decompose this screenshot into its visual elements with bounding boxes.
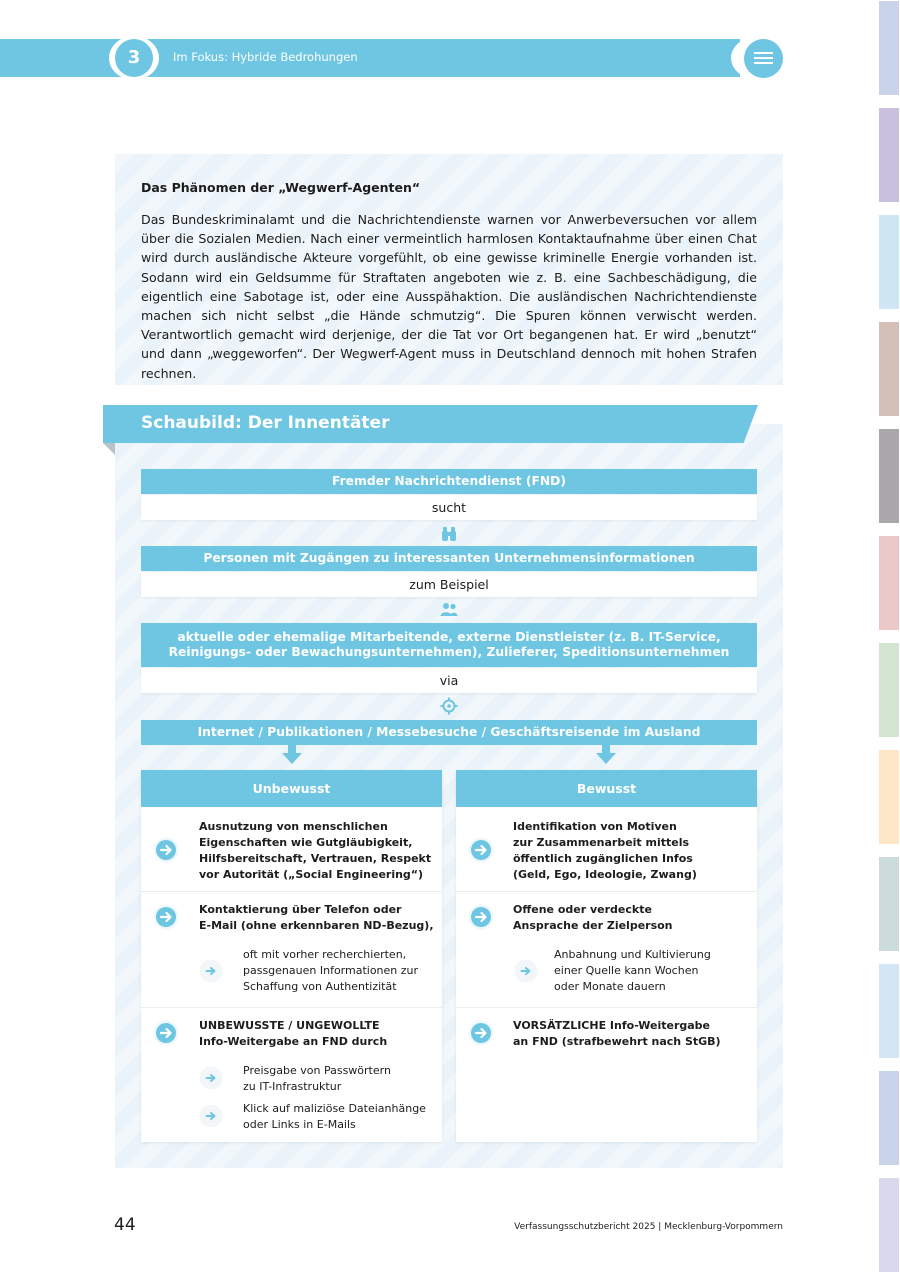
flow-bar-examples-line2: Reinigungs- oder Bewachungsunternehmen), Zulieferer, Speditionsunternehmen <box>168 645 730 659</box>
divider <box>456 1007 757 1008</box>
flow-bar-persons: Personen mit Zugängen zu interessanten Unternehmensinformationen <box>141 546 757 571</box>
arrow-right-icon <box>468 837 494 863</box>
side-tab[interactable] <box>879 750 899 844</box>
flow-connector-sucht: sucht <box>141 495 757 520</box>
column-unbewusst <box>141 770 442 1142</box>
side-tab[interactable] <box>879 108 899 202</box>
column-bewusst-title: Bewusst <box>456 770 757 807</box>
bewusst-item-intentional-transfer: VORSÄTZLICHE Info-Weitergabe an FND (strafbewehrt nach StGB) <box>513 1019 721 1048</box>
side-tab[interactable] <box>879 536 899 630</box>
unbewusst-sub-malicious-links: Klick auf maliziöse Dateianhänge oder Links in E-Mails <box>243 1102 426 1131</box>
binoculars-icon <box>439 524 459 544</box>
arrow-right-icon <box>153 837 179 863</box>
menu-button[interactable] <box>744 39 783 78</box>
flow-bar-examples-line1: aktuelle oder ehemalige Mitarbeitende, externe Dienstleister (z. B. IT-Service, <box>177 630 721 644</box>
unbewusst-item-info-transfer: UNBEWUSSTE / UNGEWOLLTE Info-Weitergabe an FND durch <box>199 1019 388 1048</box>
arrow-right-icon <box>468 1020 494 1046</box>
people-icon <box>439 600 459 620</box>
arrow-right-small-icon <box>199 1066 223 1090</box>
bewusst-item-approach: Offene oder verdeckte Ansprache der Zielperson <box>513 903 673 932</box>
hamburger-icon <box>754 52 773 54</box>
side-tab[interactable] <box>879 215 899 309</box>
side-tab[interactable] <box>879 964 899 1058</box>
side-tab[interactable] <box>879 429 899 523</box>
arrow-right-icon <box>468 904 494 930</box>
unbewusst-sub-passwords: Preisgabe von Passwörtern zu IT-Infrastruktur <box>243 1064 391 1093</box>
info-box-text: Das Bundeskriminalamt und die Nachrichtendienste warnen vor Anwerbeversuchen vor allem über die Sozialen Medien. Nach einer vermeintlich harmlosen Kontaktaufnahme über einen Chat wird durch ausländische Akteure vorgefühlt, ob eine gewisse kriminelle Energie vorhanden ist. Sodann wird ein Geldsumme für Straftaten angeboten wie z. B. eine Sachbeschädigung, die eigentlich eine Sabotage ist, oder eine Ausspähaktion. Die ausländischen Nachrichtendienste machen sich nicht selbst „die Hände schmutzig“. Die Spuren können verwischt werden. Verantwortlich gemacht wird derjenige, der die Tat vor Ort begangenen hat. Er wird „benutzt“ und dann „weggeworfen“. Der Wegwerf-Agent muss in Deutschland dennoch mit hohen Strafen rechnen. <box>141 212 757 381</box>
unbewusst-item-social-engineering: Ausnutzung von menschlichen Eigenschaften wie Gutgläubigkeit, Hilfsbereitschaft, Vertrauen, Respekt vor Autorität („Social Engineering“) <box>199 820 432 881</box>
footer-publication: Verfassungsschutzbericht 2025 | Mecklenburg-Vorpommern <box>514 1222 783 1232</box>
hamburger-icon <box>754 57 773 59</box>
arrow-down-icon <box>595 745 617 765</box>
flow-bar-fnd: Fremder Nachrichtendienst (FND) <box>141 469 757 494</box>
divider <box>141 891 442 892</box>
side-tab[interactable] <box>879 643 899 737</box>
flow-connector-example: zum Beispiel <box>141 572 757 597</box>
arrow-right-small-icon <box>199 959 223 983</box>
side-tab[interactable] <box>879 1178 899 1272</box>
column-bewusst <box>456 770 757 1142</box>
arrow-right-small-icon <box>514 959 538 983</box>
page-number: 44 <box>114 1215 136 1235</box>
side-tab[interactable] <box>879 1071 899 1165</box>
column-unbewusst-title: Unbewusst <box>141 770 442 807</box>
hamburger-icon <box>754 62 773 64</box>
divider <box>456 891 757 892</box>
flow-bar-channels: Internet / Publikationen / Messebesuche / Geschäftsreisende im Ausland <box>141 720 757 745</box>
banner-fold <box>103 443 115 455</box>
divider <box>141 1007 442 1008</box>
unbewusst-sub-authenticity: oft mit vorher recherchierten, passgenauen Informationen zur Schaffung von Authentizität <box>243 948 419 993</box>
flow-connector-via: via <box>141 668 757 693</box>
schaubild-title: Schaubild: Der Innentäter <box>141 413 390 433</box>
info-box-title: Das Phänomen der „Wegwerf-Agenten“ <box>141 180 421 195</box>
arrow-right-icon <box>153 1020 179 1046</box>
arrow-down-icon <box>281 745 303 765</box>
side-tab[interactable] <box>879 1 899 95</box>
flow-bar-examples <box>141 623 757 667</box>
chapter-number[interactable]: 3 <box>115 39 153 77</box>
arrow-right-small-icon <box>199 1104 223 1128</box>
bewusst-item-motives: Identifikation von Motiven zur Zusammenarbeit mittels öffentlich zugänglichen Infos (Geld, Ego, Ideologie, Zwang) <box>513 820 697 881</box>
side-tab[interactable] <box>879 322 899 416</box>
side-tab[interactable] <box>879 857 899 951</box>
bewusst-sub-cultivation: Anbahnung und Kultivierung einer Quelle kann Wochen oder Monate dauern <box>554 948 711 993</box>
target-icon <box>439 696 459 716</box>
arrow-right-icon <box>153 904 179 930</box>
unbewusst-item-contact: Kontaktierung über Telefon oder E-Mail (ohne erkennbaren ND-Bezug), <box>199 903 434 932</box>
chapter-title: Im Fokus: Hybride Bedrohungen <box>173 50 358 64</box>
